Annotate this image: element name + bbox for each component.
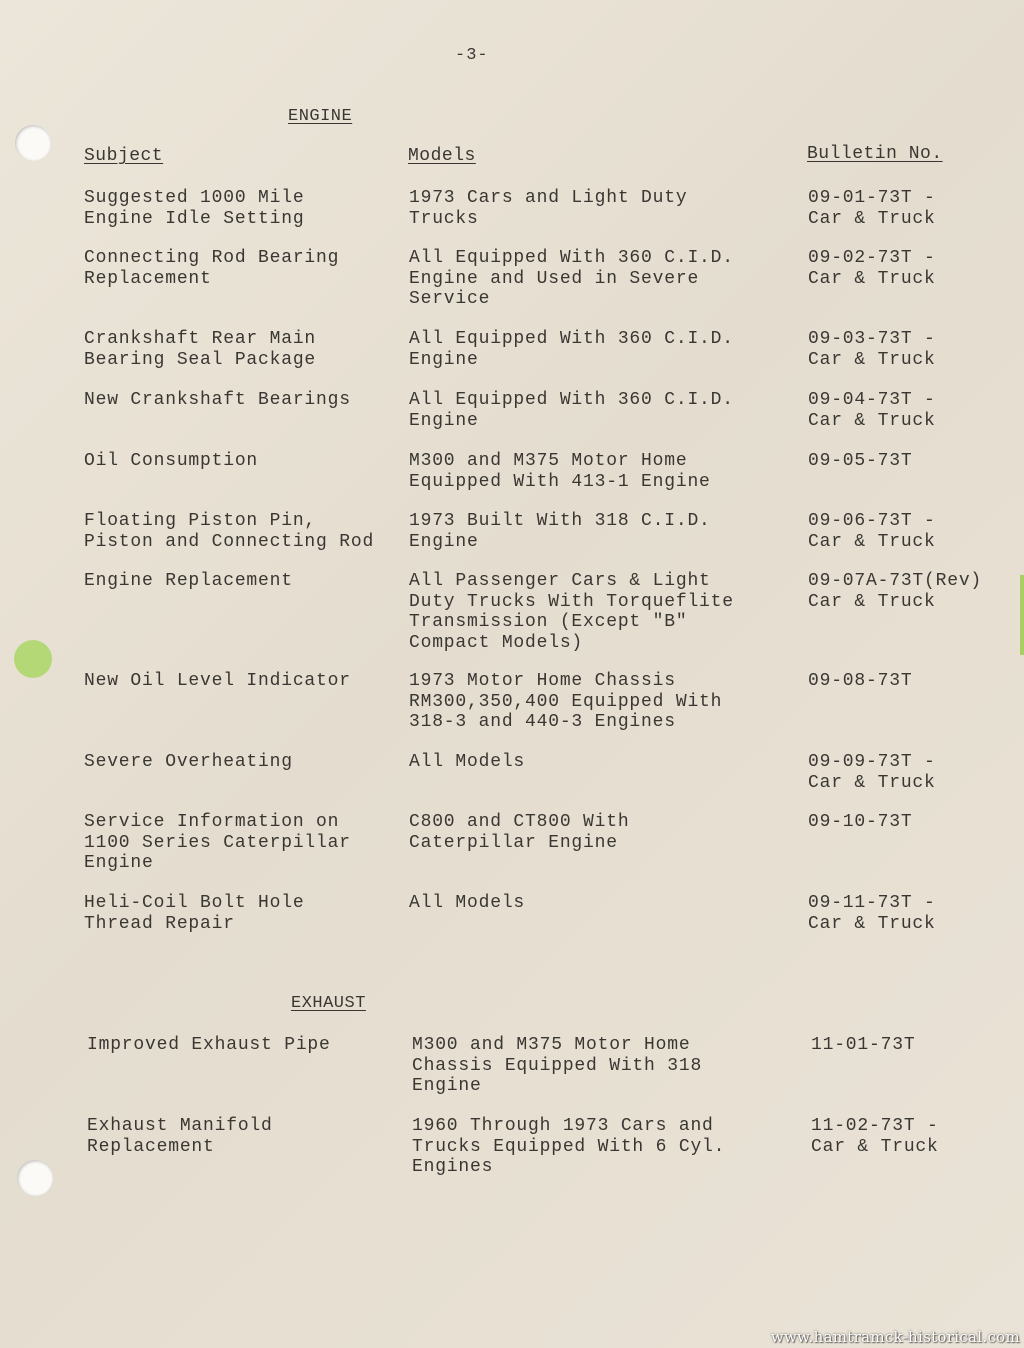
subject-cell: Oil Consumption (84, 451, 259, 471)
subject-cell: Floating Piston Pin, Piston and Connecting Rod (84, 511, 375, 552)
bulletin-cell: 09-07A-73T(Rev) Car & Truck (808, 571, 983, 612)
column-header-subject: Subject (84, 146, 164, 166)
subject-cell: Improved Exhaust Pipe (87, 1035, 331, 1055)
subject-cell: Crankshaft Rear Main Bearing Seal Package (84, 329, 317, 370)
subject-cell: Engine Replacement (84, 571, 293, 591)
subject-cell: New Crankshaft Bearings (84, 390, 351, 410)
bulletin-cell: 09-09-73T - Car & Truck (808, 752, 936, 793)
models-cell: 1973 Motor Home Chassis RM300,350,400 Equipped With 318-3 and 440-3 Engines (409, 671, 723, 732)
subject-cell: Exhaust Manifold Replacement (87, 1116, 273, 1157)
bulletin-cell: 09-03-73T - Car & Truck (808, 329, 936, 370)
column-header-models: Models (408, 146, 476, 166)
models-cell: 1973 Cars and Light Duty Trucks (409, 188, 688, 229)
bulletin-cell: 09-08-73T (808, 671, 913, 691)
models-cell: All Models (409, 752, 526, 772)
models-cell: All Equipped With 360 C.I.D. Engine and Used in Severe Service (409, 248, 734, 309)
models-cell: 1960 Through 1973 Cars and Trucks Equipped With 6 Cyl. Engines (412, 1116, 726, 1177)
subject-cell: Connecting Rod Bearing Replacement (84, 248, 340, 289)
subject-cell: New Oil Level Indicator (84, 671, 351, 691)
models-cell: M300 and M375 Motor Home Chassis Equipped With 318 Engine (412, 1035, 703, 1096)
website-watermark: www.hamtramck-historical.com (770, 1328, 1020, 1346)
bulletin-cell: 09-02-73T - Car & Truck (808, 248, 936, 289)
page-number: -3- (455, 46, 489, 65)
green-edge-tab (1020, 575, 1024, 655)
bulletin-cell: 09-11-73T - Car & Truck (808, 893, 936, 934)
bulletin-cell: 11-02-73T - Car & Truck (811, 1116, 939, 1157)
subject-cell: Service Information on 1100 Series Caterpillar Engine (84, 812, 351, 873)
bulletin-cell: 09-06-73T - Car & Truck (808, 511, 936, 552)
models-cell: 1973 Built With 318 C.I.D. Engine (409, 511, 711, 552)
models-cell: All Equipped With 360 C.I.D. Engine (409, 329, 734, 370)
section-heading-exhaust: EXHAUST (291, 994, 366, 1013)
bulletin-cell: 09-10-73T (808, 812, 913, 832)
section-heading-engine: ENGINE (288, 107, 353, 126)
bulletin-cell: 09-04-73T - Car & Truck (808, 390, 936, 431)
binder-hole-top (15, 125, 51, 161)
column-header-bulletin: Bulletin No. (807, 144, 943, 164)
bulletin-cell: 09-01-73T - Car & Truck (808, 188, 936, 229)
subject-cell: Severe Overheating (84, 752, 293, 772)
subject-cell: Suggested 1000 Mile Engine Idle Setting (84, 188, 305, 229)
models-cell: C800 and CT800 With Caterpillar Engine (409, 812, 630, 853)
models-cell: All Passenger Cars & Light Duty Trucks With Torqueflite Transmission (Except "B" Compact Models) (409, 571, 734, 653)
bulletin-cell: 09-05-73T (808, 451, 913, 471)
binder-hole-bottom (17, 1160, 53, 1196)
models-cell: M300 and M375 Motor Home Equipped With 413-1 Engine (409, 451, 711, 492)
subject-cell: Heli-Coil Bolt Hole Thread Repair (84, 893, 305, 934)
green-dot-sticker (14, 640, 52, 678)
bulletin-cell: 11-01-73T (811, 1035, 916, 1055)
models-cell: All Models (409, 893, 526, 913)
models-cell: All Equipped With 360 C.I.D. Engine (409, 390, 734, 431)
